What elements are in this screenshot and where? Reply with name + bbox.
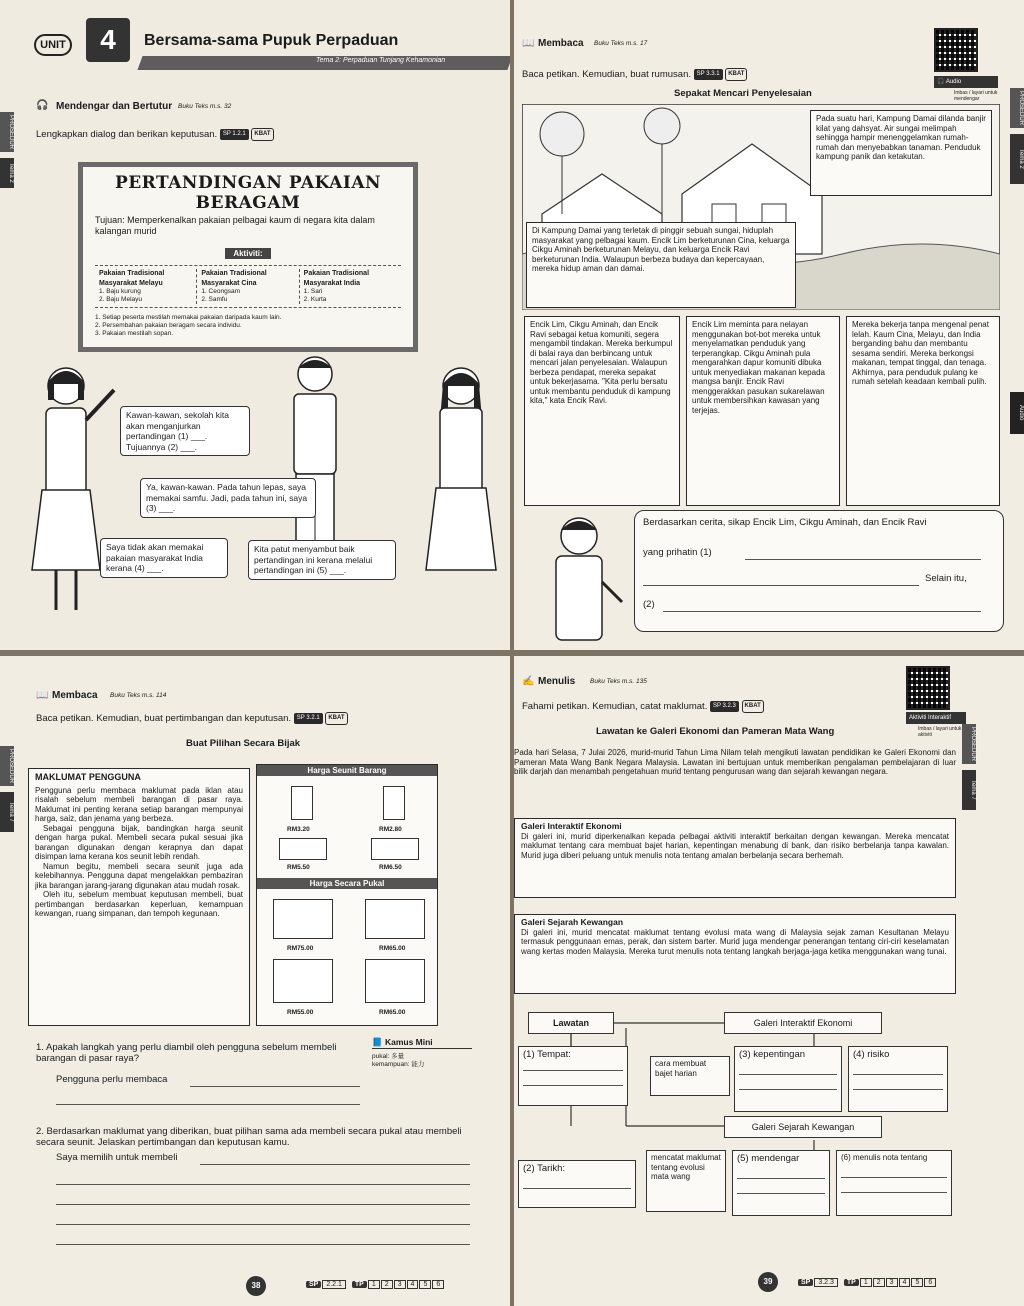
unit-price-4: RM6.50 <box>379 864 402 871</box>
biscuit-carton-icon <box>273 959 333 1003</box>
side-tab-prosedur-3: PROSEDUR <box>0 746 14 786</box>
milk-pack-icon <box>273 899 333 939</box>
bubble-3: Ya, kawan-kawan. Pada tahun lepas, saya memakai samfu. Jadi, pada tahun ini, saya (3) ___. <box>140 478 316 518</box>
question-bubble: Berdasarkan cerita, sikap Encik Lim, Cikgu Aminah, dan Encik Ravi yang prihatin (1) Selain itu, (2) <box>634 510 1004 632</box>
bubble-5: Kita patut menyambut baik pertandingan ini kerana melalui pertandingan ini (5) ___. <box>248 540 396 580</box>
bulk-price-3: RM55.00 <box>287 1009 314 1016</box>
listen-icon: 🎧 <box>36 100 49 111</box>
q1-answer-prefix: Pengguna perlu membaca <box>56 1074 168 1085</box>
page-top-right <box>514 0 1024 650</box>
side-tab-tema-2: Tema 2 <box>1010 134 1024 184</box>
board-tujuan: Tujuan: Memperkenalkan pakaian pelbagai kaum di negara kita dalam kalangan murid <box>95 215 375 236</box>
price-panel <box>256 764 438 1026</box>
galeri-2-box: Galeri Sejarah Kewangan Di galeri ini, murid mencatat maklumat tentang evolusi mata wang di Malaysia sejak zaman Kesultanan Melayu termasuk penggunaan emas, perak, dan sistem barter. Murid juga mendengar penerangan tentang ciri-ciri keselamatan wang kertas moden Malaysia. Mereka turut menulis nota tentang langkah berjaga-jaga ketika menggunakan wang tunai. <box>514 914 956 994</box>
section-ref-2: Buku Teks m.s. 17 <box>594 40 648 47</box>
bulk-price-2: RM65.00 <box>379 945 406 952</box>
q2-answer-line-4[interactable] <box>56 1224 470 1225</box>
story-para-3: Encik Lim, Cikgu Aminah, dan Encik Ravi sebagai ketua komuniti, segera mengambil tindakan. Mereka berkumpul di balai raya dan berbincang untuk mencari jalan penyelesaian. Walaupun berbeza pendapat, mereka sepakat untuk bekerjasama. "Kita perlu bersatu untuk membantu penduduk di kampung kita," kata Encik Ravi. <box>524 316 680 506</box>
question-1: 1. Apakah langkah yang perlu diambil oleh pengguna sebelum membeli barangan di pasar raya? <box>36 1042 337 1064</box>
page-number-39: 39 <box>758 1272 778 1292</box>
story-title: Sepakat Mencari Penyelesaian <box>674 88 812 99</box>
section-title-2: Membaca <box>538 38 584 49</box>
map-risiko: (4) risiko <box>848 1046 948 1112</box>
section-ref-4: Buku Teks m.s. 135 <box>590 678 647 685</box>
activity-note: Imbas / layari untuk aktiviti <box>918 726 962 738</box>
unit-price-title: Harga Seunit Barang <box>257 765 437 776</box>
write-icon: ✍ <box>522 676 535 687</box>
unit-title: Bersama-sama Pupuk Perpaduan <box>144 32 399 49</box>
bulk-price-1: RM75.00 <box>287 945 314 952</box>
unit-label: UNIT <box>34 34 72 56</box>
page-top-left <box>0 0 510 650</box>
qr-code-icon[interactable] <box>934 28 978 72</box>
instruction: Lengkapkan dialog dan berikan keputusan. SP 1.2.1 KBAT <box>36 128 274 141</box>
map-lawatan: Lawatan <box>528 1012 614 1034</box>
biscuit-carton-2-icon <box>365 959 425 1003</box>
girl-student-illustration <box>16 360 116 620</box>
side-tab-prosedur-2: PROSEDUR <box>1010 88 1024 128</box>
audio-note: Imbas / layari untuk mendengar <box>954 90 998 102</box>
story-para-4: Encik Lim meminta para nelayan menggunakan bot-bot mereka untuk menyelamatkan penduduk yang terperangkap. Cikgu Aminah pula mengarahkan dapur komuniti dibuka untuk menyediakan makanan kepada mangsa banjir. Encik Ravi menggerakkan pasukan sukarelawan untuk membersihkan kawasan yang terjejas. <box>686 316 840 506</box>
map-menulis: (6) menulis nota tentang <box>836 1150 952 1216</box>
tp-footer-right: SP 3.2.3 TP 1 2 3 4 5 6 <box>798 1278 936 1287</box>
info-box: MAKLUMAT PENGGUNA Pengguna perlu membaca maklumat pada iklan atau risalah sebelum membeli barangan di pasar raya. Maklumat ini penting kerana setiap barangan mempunyai harga, saiz, dan jenama yang berbeza. Sebagai pengguna bijak, bandingkan harga seunit dengan harga pukal. Membeli secara pukal sesuai jika barangan digunakan dengan kerapnya dan dapat disimpan lama kerana kos seunit lebih rendah. Namun begitu, membeli secara seunit juga ada kelebihannya. Pengguna dapat mengelakkan pembaziran jika barangan jarang-jarang digunakan atau mudah rosak. Oleh itu, sebelum membuat keputusan membeli, buat pertimbangan berdasarkan keperluan, kemampuan kewangan, ruang simpanan, dan tempoh kegunaan. <box>28 768 250 1026</box>
instruction-2: Baca petikan. Kemudian, buat rumusan. SP 3.3.1 KBAT <box>522 68 747 81</box>
side-tab-prosedur-4: PROSEDUR <box>962 724 976 764</box>
biscuit-box-2-icon <box>371 838 419 860</box>
girl-student-2-illustration <box>416 360 506 610</box>
q2-answer-line-2[interactable] <box>56 1184 470 1185</box>
map-tempat: (1) Tempat: <box>518 1046 628 1106</box>
section-ref-3: Buku Teks m.s. 114 <box>110 692 167 699</box>
q2-answer-line-3[interactable] <box>56 1204 470 1205</box>
unit-price-2: RM2.80 <box>379 826 402 833</box>
page-bottom-left <box>0 656 510 1306</box>
biscuit-box-icon <box>279 838 327 860</box>
instruction-3: Baca petikan. Kemudian, buat pertimbangan dan keputusan. SP 3.2.1 KBAT <box>36 712 348 725</box>
board-rules: 1. Setiap peserta mestilah memakai pakaian daripada kaum lain. 2. Persembahan pakaian beragam secara individu. 3. Pakaian mestilah sopan. <box>95 314 282 337</box>
board-col-cina: Pakaian Tradisional Masyarakat Cina 1. Ceongsam 2. Samfu <box>197 269 299 304</box>
kamus-mini: 📘 Kamus Mini pukal: 多量 kemampuan: 能力 <box>372 1038 472 1069</box>
milk-small-icon <box>291 786 313 820</box>
section-title-4: Menulis <box>538 676 576 687</box>
activity-label: Aktiviti Interaktif <box>906 712 966 724</box>
map-mendengar: (5) mendengar <box>732 1150 830 1216</box>
unit-price-1: RM3.20 <box>287 826 310 833</box>
bulk-price-title: Harga Secara Pukal <box>257 878 437 889</box>
map-galeri-2: Galeri Sejarah Kewangan <box>724 1116 882 1138</box>
side-tab-tema-4: Tema 7 <box>962 770 976 810</box>
notice-board <box>78 162 418 352</box>
qr-code-2-icon[interactable] <box>906 666 950 710</box>
side-tab-audio: Audio <box>1010 392 1024 434</box>
side-tab-tema-3: Tema 7 <box>0 792 14 832</box>
q1-answer-line-2[interactable] <box>56 1104 360 1105</box>
map-cara: cara membuat bajet harian <box>650 1056 730 1096</box>
story-para-1: Pada suatu hari, Kampung Damai dilanda banjir kilat yang dahsyat. Air sungai melimpah sehingga hampir menenggelamkan rumah-rumah dan menyebabkan tanaman. Penduduk kampung panik dan ketakutan. <box>810 110 992 196</box>
story-para-2: Di Kampung Damai yang terletak di pinggir sebuah sungai, hiduplah masyarakat yang pelbagai kaum. Encik Lim berketurunan Cina, keluarga Cikgu Aminah berketurunan Melayu, dan keluarga Encik Ravi berketurunan India. Walaupun berbeza budaya dan kepercayaan, mereka hidup aman dan damai. <box>526 222 796 308</box>
theme-label: Tema 2: Perpaduan Tunjang Kehamonian <box>316 57 446 64</box>
map-mencatat: mencatat maklumat tentang evolusi mata wang <box>646 1150 726 1212</box>
tp-footer-left: SP 2.2.1 TP 1 2 3 4 5 6 <box>306 1280 444 1289</box>
boy-student-2-illustration <box>534 512 624 646</box>
bubble-1: Kawan-kawan, sekolah kita akan menganjurkan pertandingan (1) ___. Tujuannya (2) ___. <box>120 406 250 456</box>
article-title: Lawatan ke Galeri Ekonomi dan Pameran Mata Wang <box>596 726 835 737</box>
bubble-4: Saya tidak akan memakai pakaian masyarakat India kerana (4) ___. <box>100 538 228 578</box>
side-tab-prosedur: PROSEDUR <box>0 112 14 152</box>
audio-label: 🎧 Audio <box>934 76 998 88</box>
board-col-india: Pakaian Tradisional Masyarakat India 1. Sari 2. Kurta <box>303 270 370 303</box>
galeri-1-box: Galeri Interaktif Ekonomi Di galeri ini, murid diperkenalkan kepada pelbagai aktiviti interaktif berkaitan dengan kewangan. Mereka mencatat maklumat tentang cara membuat bajet harian, kepentingan menabung di bank, dan risiko berbelanja tanpa kawalan. Murid juga diberi peluang untuk menulis nota tentang amalan berbelanja secara berhemah. <box>514 818 956 898</box>
instruction-4: Fahami petikan. Kemudian, catat maklumat. SP 3.2.3 KBAT <box>522 700 764 713</box>
bulk-price-4: RM65.00 <box>379 1009 406 1016</box>
map-tarikh: (2) Tarikh: <box>518 1160 636 1208</box>
q1-answer-line[interactable] <box>190 1086 360 1087</box>
question-2: 2. Berdasarkan maklumat yang diberikan, buat pilihan sama ada membeli secara pukal atau membeli secara seunit. Jelaskan pertimbangan dan keputusan kamu. <box>36 1126 462 1148</box>
read-icon-2: 📖 <box>36 690 49 701</box>
board-heading: PERTANDINGAN PAKAIAN BERAGAM <box>114 173 382 213</box>
unit-number: 4 <box>86 18 130 62</box>
section-ref: Buku Teks m.s. 32 <box>178 103 232 110</box>
section-title-3: Membaca <box>52 690 98 701</box>
section-title: Mendengar dan Bertutur <box>56 101 173 112</box>
q2-answer-line-5[interactable] <box>56 1244 470 1245</box>
read-icon: 📖 <box>522 38 535 49</box>
map-kepentingan: (3) kepentingan <box>734 1046 842 1112</box>
article-intro: Pada hari Selasa, 7 Julai 2026, murid-murid Tahun Lima Nilam telah mengikuti lawatan pendidikan ke Galeri Ekonomi dan Pameran Mata Wang Bank Negara Malaysia. Lawatan ini bertujuan untuk memberikan pengalaman pembelajaran di luar bilik darjah dan menambah pengetahuan murid tentang pengurusan wang dan sejarah kewangan negara. <box>514 748 956 776</box>
page-number-38: 38 <box>246 1276 266 1296</box>
board-col-melayu: Pakaian Tradisional Masyarakat Melayu 1. Baju kurung 2. Baju Melayu <box>95 269 197 304</box>
page-bottom-right <box>514 656 1024 1306</box>
text-title: Buat Pilihan Secara Bijak <box>186 738 301 749</box>
q2-answer-prefix: Saya memilih untuk membeli <box>56 1152 178 1163</box>
map-galeri-1: Galeri Interaktif Ekonomi <box>724 1012 882 1034</box>
board-aktiviti: Aktiviti: <box>225 248 270 259</box>
side-tab-tema: Tema 2 <box>0 158 14 188</box>
milk-pack-2-icon <box>365 899 425 939</box>
q2-answer-line-1[interactable] <box>200 1164 470 1165</box>
story-para-5: Mereka bekerja tanpa mengenal penat lelah. Kaum Cina, Melayu, dan India berganding bahu dan membantu sesama sendiri. Mereka berkongsi makanan, tempat tinggal, dan tenaga. Akhirnya, para penduduk pulang ke rumah setelah keadaan kembali pulih. <box>846 316 1000 506</box>
milk-large-icon <box>383 786 405 820</box>
unit-price-3: RM5.50 <box>287 864 310 871</box>
